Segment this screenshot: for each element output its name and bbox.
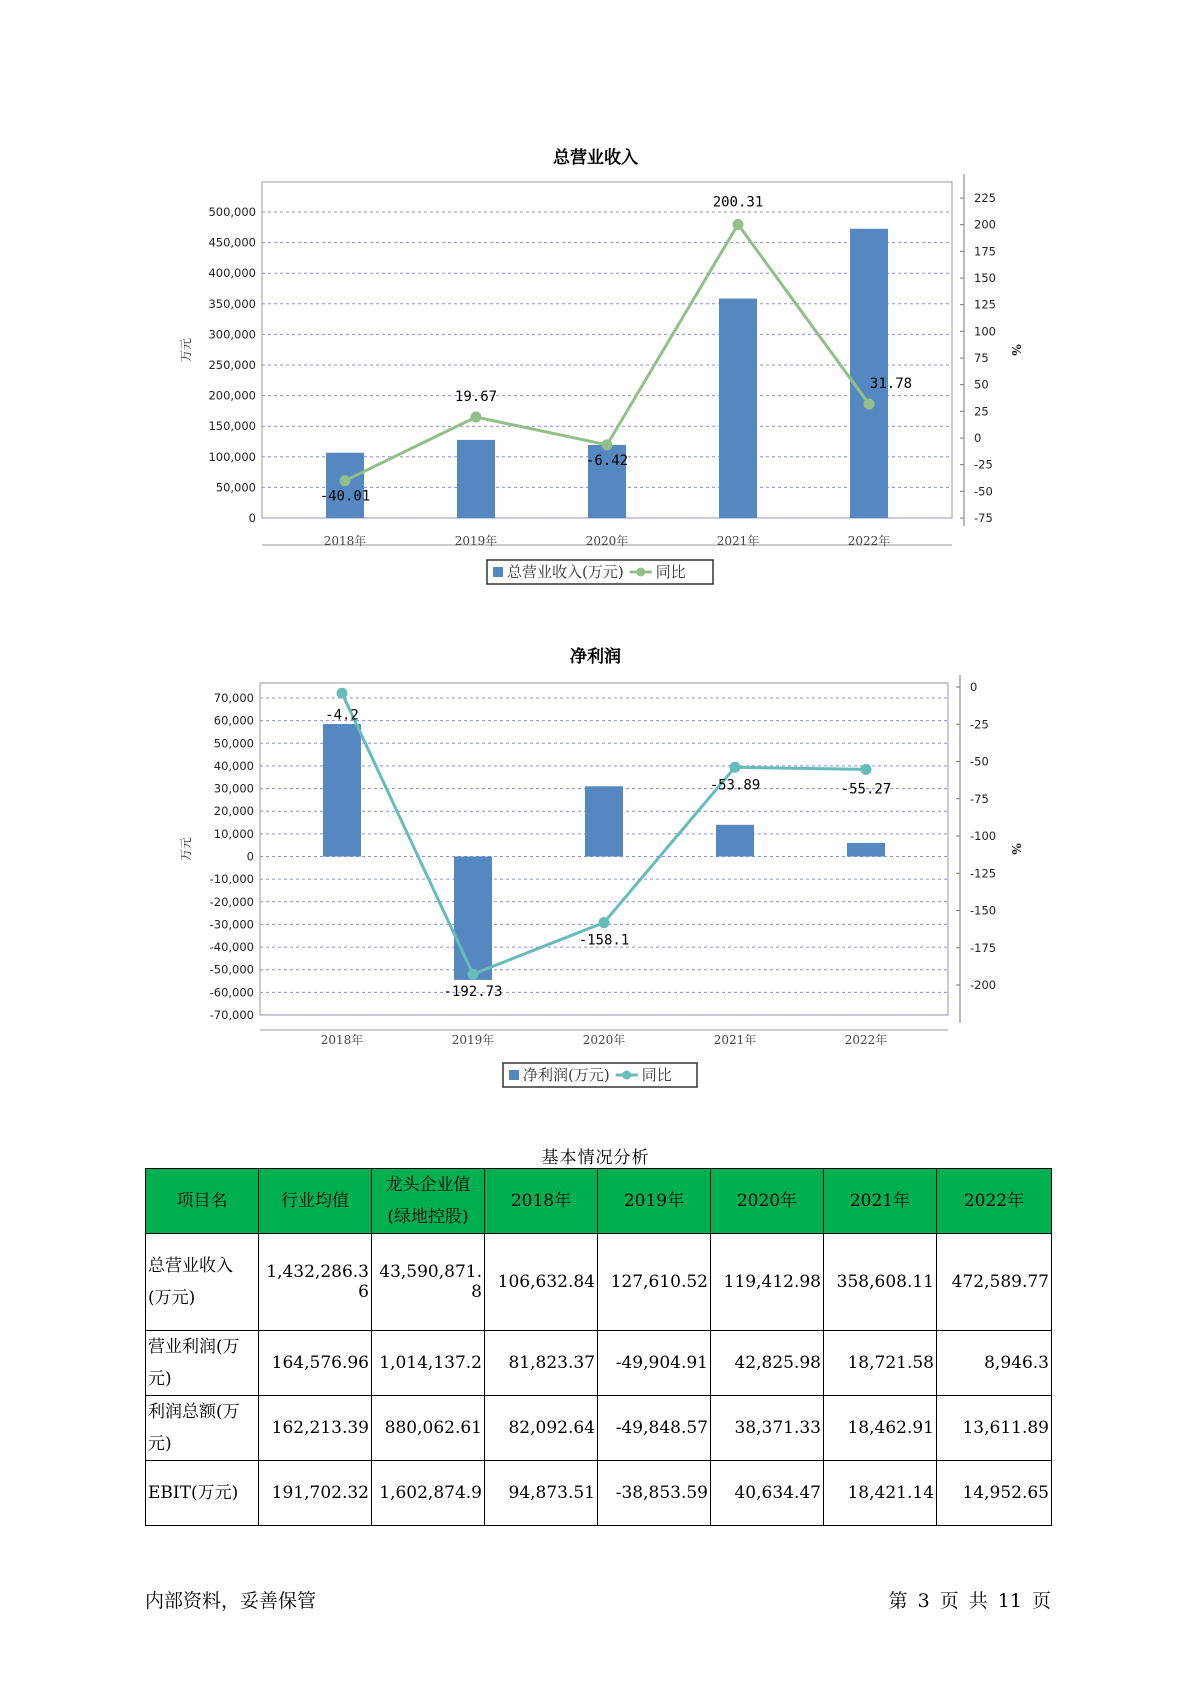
y2-tick-label: -150 <box>970 903 997 918</box>
bar <box>847 843 885 857</box>
cell-2020: 42,825.98 <box>711 1331 824 1396</box>
y2-tick-label: 75 <box>974 351 989 365</box>
y2-tick-label: -100 <box>970 829 997 843</box>
header-2020: 2020年 <box>711 1169 824 1234</box>
row-name: 总营业收入(万元) <box>146 1234 259 1331</box>
bar <box>323 724 361 856</box>
x-tick-label: 2020年 <box>585 534 629 548</box>
y2-tick-label: -75 <box>974 511 993 525</box>
y2-tick-label: 25 <box>974 404 989 419</box>
y2-tick-label: -50 <box>970 754 989 769</box>
table-caption: 基本情况分析 <box>541 1148 650 1168</box>
data-label: -192.73 <box>443 984 503 1001</box>
legend-bar-label: 净利润(万元) <box>523 1066 610 1084</box>
cell-leader: 1,602,874.9 <box>372 1461 485 1526</box>
cell-2019: 127,610.52 <box>598 1234 711 1331</box>
x-tick-label: 2022年 <box>847 534 891 548</box>
y2-axis-label: % <box>1009 344 1023 356</box>
y-tick-label: 300,000 <box>208 327 256 342</box>
cell-2018: 94,873.51 <box>485 1461 598 1526</box>
legend-bar-swatch <box>509 1070 519 1080</box>
x-tick-label: 2019年 <box>454 534 498 548</box>
yoy-point <box>730 762 741 773</box>
cell-leader: 1,014,137.2 <box>372 1331 485 1396</box>
cell-2021: 18,462.91 <box>824 1396 937 1461</box>
cell-2022: 13,611.89 <box>937 1396 1052 1461</box>
cell-2019: -38,853.59 <box>598 1461 711 1526</box>
y-tick-label: -70,000 <box>209 1008 254 1022</box>
x-tick-label: 2019年 <box>451 1033 495 1047</box>
y-tick-label: -30,000 <box>209 917 254 932</box>
y-axis-label: 万元 <box>179 836 193 862</box>
data-label: -6.42 <box>585 452 629 469</box>
legend-line-label: 同比 <box>655 563 686 581</box>
y-axis-label: 万元 <box>179 337 193 363</box>
y-tick-label: 0 <box>246 849 254 864</box>
row-name: 利润总额(万元) <box>146 1396 259 1461</box>
cell-2022: 472,589.77 <box>937 1234 1052 1331</box>
cell-2019: -49,904.91 <box>598 1331 711 1396</box>
table-row <box>146 1461 1052 1526</box>
y2-tick-label: -200 <box>970 978 997 992</box>
yoy-point <box>861 764 872 775</box>
y-tick-label: 60,000 <box>213 713 254 728</box>
cell-leader: 43,590,871.8 <box>372 1234 485 1331</box>
row-name: 营业利润(万元) <box>146 1331 259 1396</box>
cell-leader: 880,062.61 <box>372 1396 485 1461</box>
cell-avg: 1,432,286.36 <box>259 1234 372 1331</box>
y2-tick-label: -175 <box>970 940 997 955</box>
header-2021: 2021年 <box>824 1169 937 1234</box>
y2-tick-label: 50 <box>974 377 989 392</box>
data-label: -40.01 <box>319 488 371 505</box>
legend-line-marker <box>622 1071 631 1080</box>
cell-2021: 18,721.58 <box>824 1331 937 1396</box>
x-tick-label: 2018年 <box>320 1033 364 1047</box>
bar <box>585 786 623 856</box>
y-tick-label: 150,000 <box>208 419 256 434</box>
cell-2018: 106,632.84 <box>485 1234 598 1331</box>
y2-tick-label: -125 <box>970 866 997 881</box>
y-tick-label: -10,000 <box>209 872 254 887</box>
header-2019: 2019年 <box>598 1169 711 1234</box>
x-tick-label: 2021年 <box>716 534 760 548</box>
footer-page-number: 第 3 页 共 11 页 <box>888 1590 1051 1612</box>
y-tick-label: 250,000 <box>208 358 256 372</box>
header-avg: 行业均值 <box>259 1169 372 1234</box>
yoy-point <box>468 969 479 980</box>
y-tick-label: 50,000 <box>215 480 256 495</box>
x-tick-label: 2022年 <box>844 1033 888 1047</box>
chart-title-revenue: 总营业收入 <box>553 148 638 168</box>
cell-2021: 18,421.14 <box>824 1461 937 1526</box>
cell-avg: 162,213.39 <box>259 1396 372 1461</box>
x-tick-label: 2018年 <box>323 534 367 548</box>
y-tick-label: 50,000 <box>213 736 254 751</box>
header-2018: 2018年 <box>485 1169 598 1234</box>
y2-tick-label: 125 <box>974 297 996 312</box>
y2-tick-label: -25 <box>974 457 993 472</box>
y2-tick-label: 100 <box>974 324 996 339</box>
cell-2020: 40,634.47 <box>711 1461 824 1526</box>
header-name: 项目名 <box>146 1169 259 1234</box>
cell-avg: 164,576.96 <box>259 1331 372 1396</box>
header-2022: 2022年 <box>937 1169 1052 1234</box>
data-label: 200.31 <box>712 194 764 211</box>
y-tick-label: 350,000 <box>208 296 256 311</box>
table-row <box>146 1331 1052 1396</box>
data-label: 31.78 <box>869 376 913 393</box>
y-tick-label: 40,000 <box>213 758 254 773</box>
y2-tick-label: -75 <box>970 791 989 806</box>
y-tick-label: 20,000 <box>213 804 254 819</box>
header-leader: 龙头企业值(绿地控股) <box>372 1169 485 1234</box>
y2-tick-label: -50 <box>974 484 993 499</box>
data-label: -158.1 <box>578 932 630 949</box>
y-tick-label: 0 <box>248 511 256 525</box>
cell-2020: 38,371.33 <box>711 1396 824 1461</box>
y2-tick-label: 0 <box>974 431 982 445</box>
y-tick-label: 400,000 <box>208 266 256 281</box>
table-row <box>146 1396 1052 1461</box>
y2-tick-label: 175 <box>974 244 996 259</box>
y-tick-label: -40,000 <box>209 940 254 955</box>
y-tick-label: 100,000 <box>208 449 256 464</box>
data-label: 19.67 <box>454 389 498 406</box>
legend-line-label: 同比 <box>641 1066 672 1084</box>
y-tick-label: 10,000 <box>213 826 254 841</box>
yoy-point <box>599 917 610 928</box>
y-tick-label: 500,000 <box>208 205 256 219</box>
y-tick-label: 30,000 <box>213 781 254 796</box>
analysis-table <box>145 1168 1052 1526</box>
bar <box>454 857 492 980</box>
table-row <box>146 1234 1052 1331</box>
y-tick-label: 70,000 <box>213 691 254 705</box>
y2-tick-label: -25 <box>970 717 989 732</box>
table-header-row <box>146 1169 1052 1234</box>
y2-tick-label: 225 <box>974 191 996 205</box>
chart-title-net-profit: 净利润 <box>570 647 621 667</box>
y2-tick-label: 200 <box>974 217 996 232</box>
y-tick-label: 450,000 <box>208 235 256 250</box>
cell-2022: 14,952.65 <box>937 1461 1052 1526</box>
data-label: -4.2 <box>325 707 359 724</box>
legend-bar-label: 总营业收入(万元) <box>507 563 624 581</box>
y2-axis-label: % <box>1009 843 1023 855</box>
data-label: -55.27 <box>840 781 892 798</box>
cell-2019: -49,848.57 <box>598 1396 711 1461</box>
footer-confidential: 内部资料，妥善保管 <box>145 1590 317 1612</box>
cell-2021: 358,608.11 <box>824 1234 937 1331</box>
x-tick-label: 2020年 <box>582 1033 626 1047</box>
y2-tick-label: 0 <box>970 680 978 694</box>
data-label: -53.89 <box>709 777 761 794</box>
y-tick-label: -50,000 <box>209 962 254 977</box>
cell-2022: 8,946.3 <box>937 1331 1052 1396</box>
cell-2018: 82,092.64 <box>485 1396 598 1461</box>
row-name: EBIT(万元) <box>146 1461 259 1526</box>
bar <box>716 825 754 857</box>
cell-2020: 119,412.98 <box>711 1234 824 1331</box>
y-tick-label: -20,000 <box>209 894 254 909</box>
x-tick-label: 2021年 <box>713 1033 757 1047</box>
cell-avg: 191,702.32 <box>259 1461 372 1526</box>
y-tick-label: -60,000 <box>209 985 254 1000</box>
yoy-point <box>337 688 348 699</box>
y-tick-label: 200,000 <box>208 388 256 403</box>
y2-tick-label: 150 <box>974 271 996 285</box>
cell-2018: 81,823.37 <box>485 1331 598 1396</box>
